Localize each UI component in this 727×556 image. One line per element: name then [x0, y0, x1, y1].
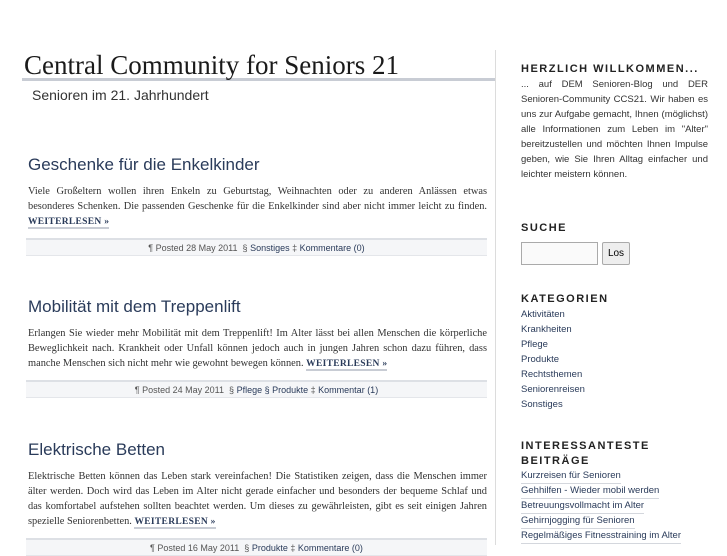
- excerpt-text: Viele Großeltern wollen ihren Enkeln zu Geburtstag, Weihnachten oder zu anderen Anlässen etwas besonderes Schenken. Die passenden Geschenke für die Enkelkinder sind aber nicht immer leicht zu finden.: [28, 186, 487, 212]
- post-excerpt: [22, 469, 487, 530]
- read-more-link[interactable]: WEITERLESEN »: [28, 217, 110, 227]
- post-excerpt: [22, 326, 487, 372]
- site-tagline: Senioren im 21. Jahrhundert: [32, 87, 209, 103]
- post-excerpt: [22, 184, 487, 230]
- popular-post-link[interactable]: Gehirnjogging für Senioren: [521, 514, 635, 529]
- popular-post-link[interactable]: Betreuungsvollmacht im Alter: [521, 499, 644, 514]
- post-title[interactable]: Elektrische Betten: [28, 440, 166, 459]
- post-date: ¶ Posted 24 May 2011: [134, 385, 225, 395]
- post-category-link[interactable]: Sonstiges: [250, 243, 290, 253]
- comments-link[interactable]: Kommentare (0): [299, 243, 365, 253]
- category-symbol: §: [242, 243, 248, 253]
- read-more-link[interactable]: WEITERLESEN »: [134, 517, 216, 527]
- category-link[interactable]: Rechtsthemen: [521, 369, 583, 380]
- post-title[interactable]: Mobilität mit dem Treppenlift: [28, 297, 241, 316]
- category-link[interactable]: Pflege: [521, 339, 548, 350]
- categories-list: [521, 307, 727, 412]
- post-meta: [26, 538, 487, 556]
- category-link[interactable]: Produkte: [521, 354, 560, 365]
- search-form: [521, 242, 727, 265]
- comment-symbol: ‡: [290, 543, 296, 553]
- post-title[interactable]: Geschenke für die Enkelkinder: [28, 155, 260, 174]
- category-link[interactable]: Sonstiges: [521, 399, 563, 410]
- post-date: ¶ Posted 16 May 2011: [150, 543, 240, 553]
- read-more-link[interactable]: WEITERLESEN »: [306, 359, 388, 369]
- welcome-text: ... auf DEM Senioren-Blog und DER Senioren-Community CCS21. Wir haben es uns zur Aufgabe gemacht, Ihnen (möglichst) alle Informationen zum Leben im "Alter" bereitzustellen und möchten Ihnen Impulse geben, wie Sie Ihren Alltag einfacher und leichter meistern können.: [521, 79, 708, 180]
- popular-posts-heading: INTERESSANTESTE BEITRÄGE: [521, 440, 650, 467]
- comments-link[interactable]: Kommentare (0): [297, 543, 363, 553]
- category-link[interactable]: Krankheiten: [521, 324, 572, 335]
- comment-symbol: ‡: [310, 385, 316, 395]
- post: [22, 440, 487, 556]
- search-button[interactable]: Los: [602, 242, 630, 265]
- comments-link[interactable]: Kommentar (1): [318, 385, 379, 395]
- welcome-heading: HERZLICH WILLKOMMEN...: [521, 63, 699, 75]
- main-content: [22, 50, 495, 103]
- search-input[interactable]: [521, 242, 598, 265]
- post: [22, 297, 487, 398]
- post: [22, 155, 487, 256]
- site-title[interactable]: Central Community for Seniors 21: [22, 50, 495, 81]
- post-meta: [26, 238, 487, 256]
- category-link[interactable]: Seniorenreisen: [521, 384, 585, 395]
- post-category-link[interactable]: Produkte: [251, 543, 288, 553]
- search-heading: SUCHE: [521, 222, 568, 234]
- excerpt-text: Elektrische Betten können das Leben stark vereinfachen! Die Statistiken zeigen, dass die Menschen immer älter werden. Doch wird das Leben im Alter nicht gerade einfacher und besonders der bequeme Schlaf und das komfortabel aufstehen sollten beachtet werden. Um dieses zu gewährleisten, gibt es seit einigen Jahren spezielle Seniorenbetten.: [28, 471, 487, 527]
- excerpt-text: Erlangen Sie wieder mehr Mobilität mit dem Treppenlift! Im Alter lässt bei allen Menschen die körperliche Beweglichkeit nach. Krankheit oder Unfall können jedoch auch in jungen Jahren schon dazu führen, dass manche Menschen sich nicht mehr wie gewohnt bewegen können.: [28, 328, 487, 369]
- post-meta: [26, 380, 487, 398]
- category-symbol: §: [229, 385, 235, 395]
- category-link[interactable]: Aktivitäten: [521, 309, 565, 320]
- post-date: ¶ Posted 28 May 2011: [148, 243, 238, 253]
- comment-symbol: ‡: [292, 243, 298, 253]
- categories-heading: KATEGORIEN: [521, 293, 609, 305]
- sidebar: [495, 50, 727, 545]
- post-category-link[interactable]: Pflege § Produkte: [236, 385, 309, 395]
- popular-post-link[interactable]: Gehhilfen - Wieder mobil werden: [521, 484, 659, 499]
- popular-post-link[interactable]: Regelmäßiges Fitnesstraining im Alter: [521, 529, 681, 544]
- popular-posts-list: [521, 469, 727, 544]
- category-symbol: §: [244, 543, 250, 553]
- popular-post-link[interactable]: Kurzreisen für Senioren: [521, 469, 621, 484]
